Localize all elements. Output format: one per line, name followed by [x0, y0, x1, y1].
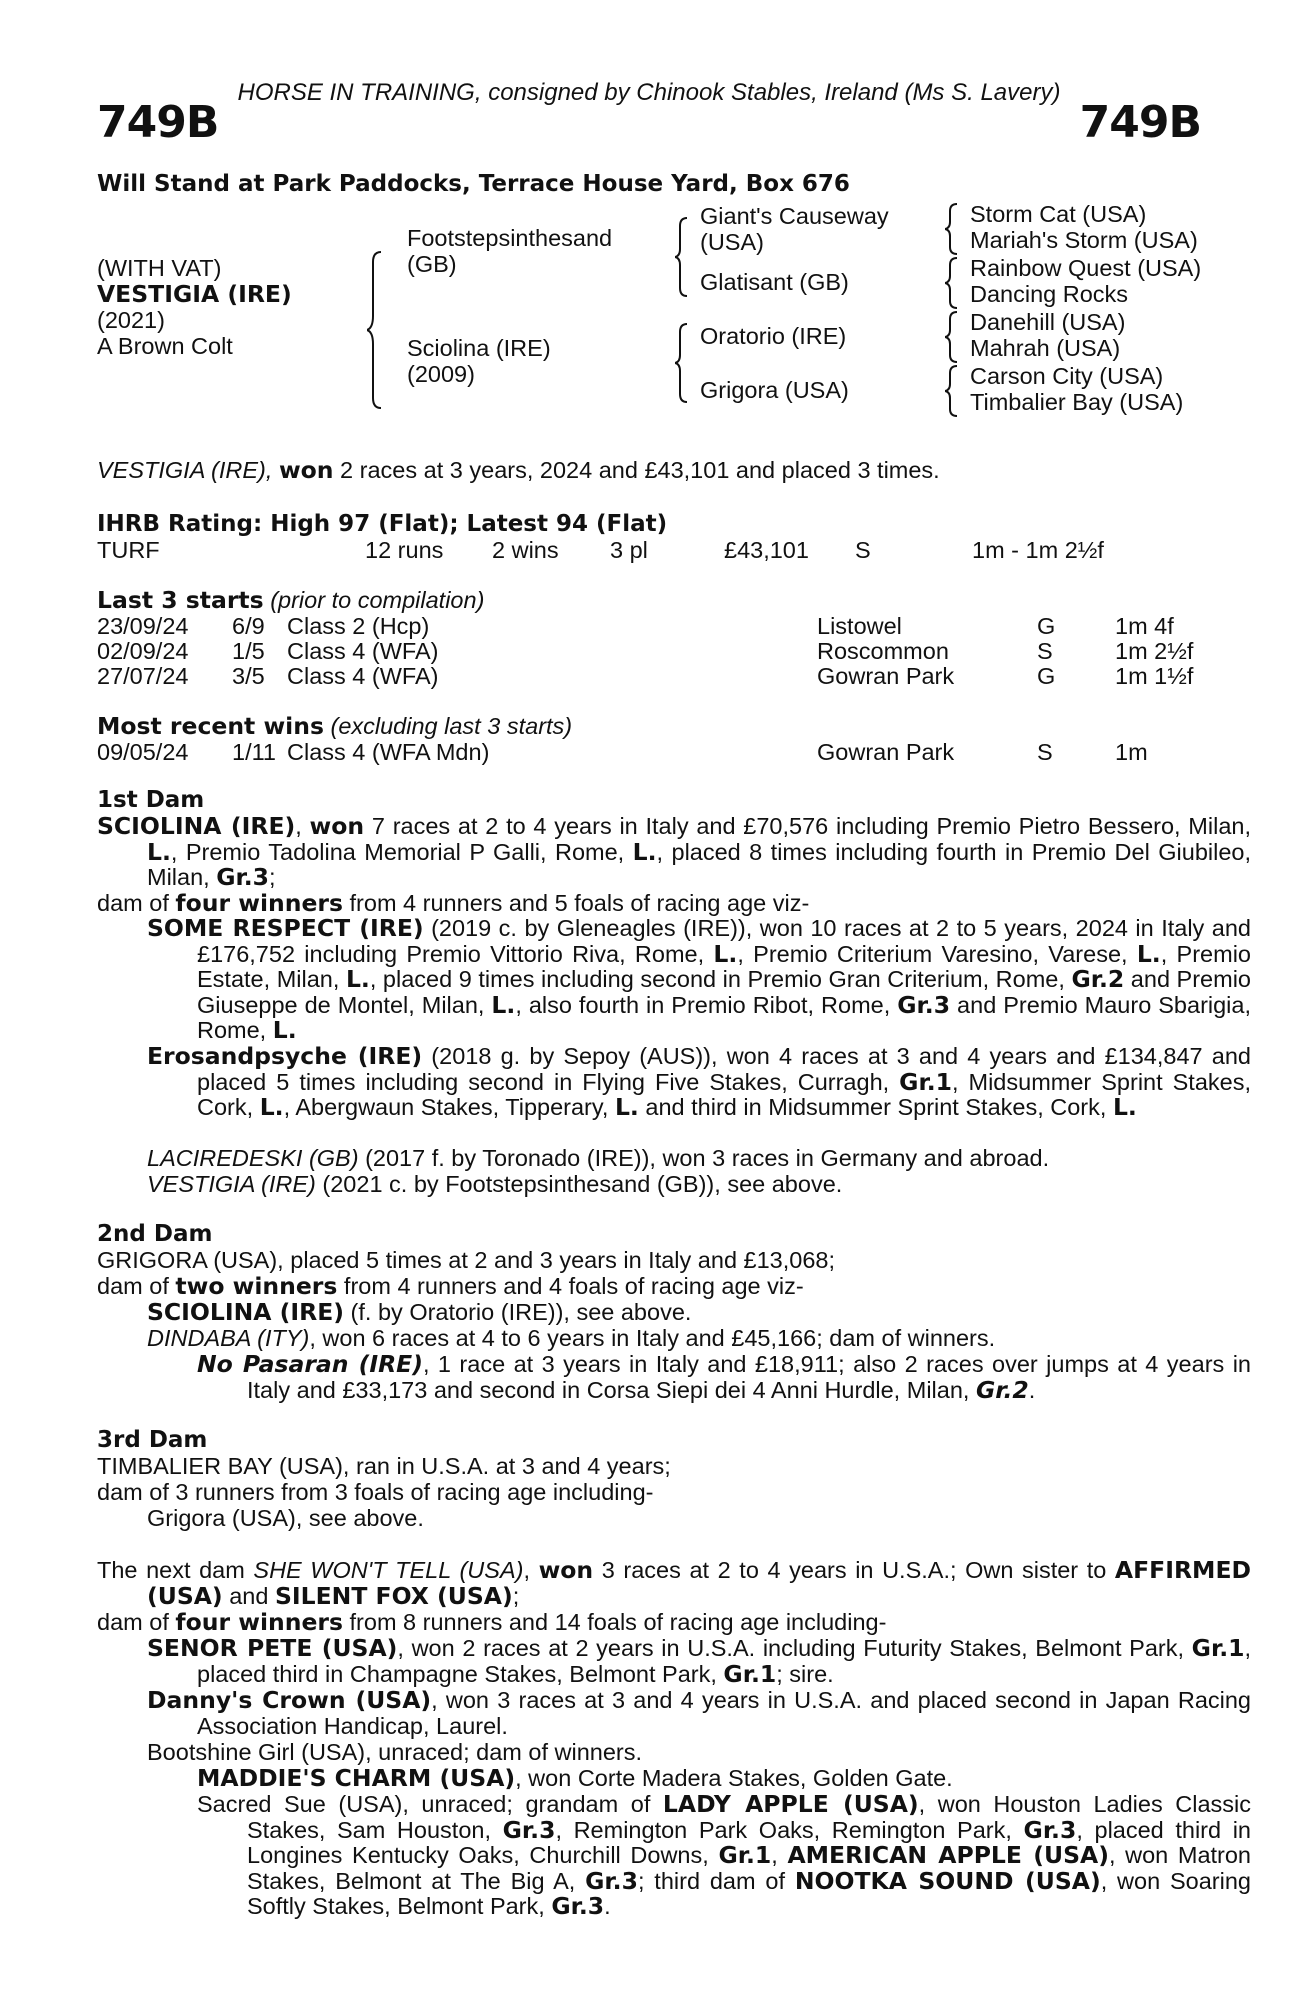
rating-surface: TURF: [97, 537, 160, 563]
last3-row-course: Gowran Park: [817, 663, 955, 689]
ped-ssd: Mariah's Storm (USA): [970, 227, 1198, 253]
ped-sdd: Dancing Rocks: [970, 281, 1129, 307]
last3-row-going: S: [1037, 638, 1053, 664]
last3-row-class: Class 4 (WFA): [287, 663, 439, 689]
third-dam-heading: 3rd Dam: [97, 1427, 208, 1453]
sire-line2: (GB): [407, 251, 457, 277]
sire-brace: [675, 216, 693, 298]
next-dam-offspring-3: Bootshine Girl (USA), unraced; dam of winners.: [147, 1739, 643, 1765]
horse-description: A Brown Colt: [97, 333, 233, 359]
last3-row-date: 02/09/24: [97, 638, 189, 664]
rating-wins: 2 wins: [492, 537, 559, 563]
second-dam-produce-line: dam of two winners from 4 runners and 4 foals of racing age viz-: [97, 1272, 804, 1300]
next-dam-offspring-1: SENOR PETE (USA), won 2 races at 2 years in U.S.A. including Futurity Stakes, Belmont Park, Gr.1, placed third in Champagne Stakes, Belmont Park, Gr.1; sire.: [147, 1634, 1252, 1688]
first-dam-offspring-2: Erosandpsyche (IRE) (2018 g. by Sepoy (AUS)), won 4 races at 3 and 4 years and £134,847 and placed 5 times including second in Flying Five Stakes, Curragh, Gr.1, Midsummer Sprint Stakes, Cork, L., Abergwaun Stakes, Tipperary, L. and third in Midsummer Sprint Stakes, Cork, L.: [147, 1042, 1252, 1121]
next-dam-record: The next dam SHE WON'T TELL (USA), won 3 races at 2 to 4 years in U.S.A.; Own sister to AFFIRMED (USA) and SILENT FOX (USA);: [97, 1556, 1251, 1610]
last3-row-going: G: [1037, 613, 1056, 639]
second-dam-record: GRIGORA (USA), placed 5 times at 2 and 3 years in Italy and £13,068;: [97, 1247, 836, 1273]
brace-ss: [945, 202, 961, 256]
last3-row-course: Roscommon: [817, 638, 949, 664]
sire-dam: Glatisant (GB): [700, 269, 849, 295]
race-summary: VESTIGIA (IRE), won 2 races at 3 years, 2024 and £43,101 and placed 3 times.: [97, 456, 940, 484]
last3-row-dist: 1m 4f: [1115, 613, 1174, 639]
first-dam-offspring-1: SOME RESPECT (IRE) (2019 c. by Gleneagles (IRE)), won 10 races at 2 to 5 years, 2024 in Italy and £176,752 including Premio Vittorio Riva, Rome, L., Premio Criterium Varesino, Varese, L., Premio Estate, Milan, L., placed 9 times including second in Premio Gran Criterium, Rome, Gr.2 and Premio Giuseppe de Montel, Milan, L., also fourth in Premio Ribot, Rome, Gr.3 and Premio Mauro Sbarigia, Rome, L.: [147, 914, 1252, 1044]
lot-number-right: 749B: [1079, 97, 1201, 148]
last3-row-pos: 1/5: [232, 638, 265, 664]
third-dam-offspring-1: Grigora (USA), see above.: [147, 1505, 424, 1531]
lot-number-left: 749B: [97, 97, 219, 148]
consignor-header: HORSE IN TRAINING, consigned by Chinook Stables, Ireland (Ms S. Lavery): [237, 79, 1061, 106]
last3-row-class: Class 4 (WFA): [287, 638, 439, 664]
first-dam-produce-line: dam of four winners from 4 runners and 5 foals of racing age viz-: [97, 889, 810, 917]
recent-wins-heading: Most recent wins (excluding last 3 starts): [97, 712, 573, 740]
last3-row-dist: 1m 2½f: [1115, 638, 1194, 664]
ped-dds: Carson City (USA): [970, 363, 1164, 389]
second-dam-offspring-2: DINDABA (ITY), won 6 races at 4 to 6 years in Italy and £45,166; dam of winners.: [147, 1325, 996, 1351]
last3-heading: Last 3 starts (prior to compilation): [97, 586, 485, 614]
last3-row-course: Listowel: [817, 613, 902, 639]
rating-earnings: £43,101: [724, 537, 809, 563]
sire-sire: Giant's Causeway: [700, 203, 889, 229]
third-dam-produce-line: dam of 3 runners from 3 foals of racing age including-: [97, 1479, 654, 1505]
recent-win-row-class: Class 4 (WFA Mdn): [287, 739, 490, 765]
rating-distance: 1m - 1m 2½f: [972, 537, 1104, 563]
horse-name: VESTIGIA (IRE): [97, 280, 292, 308]
recent-win-row-dist: 1m: [1115, 739, 1148, 765]
dam-line2: (2009): [407, 361, 475, 387]
rating-heading: IHRB Rating: High 97 (Flat); Latest 94 (Flat): [97, 511, 668, 537]
last3-row-pos: 6/9: [232, 613, 265, 639]
recent-win-row-pos: 1/11: [232, 739, 276, 765]
last3-row-date: 23/09/24: [97, 613, 189, 639]
second-dam-heading: 2nd Dam: [97, 1221, 213, 1247]
next-dam-produce-line: dam of four winners from 8 runners and 14 foals of racing age including-: [97, 1608, 887, 1636]
stable-location: Will Stand at Park Paddocks, Terrace House Yard, Box 676: [97, 171, 850, 197]
dam: Sciolina (IRE): [407, 335, 551, 361]
rating-runs: 12 runs: [365, 537, 444, 563]
ped-dsd: Mahrah (USA): [970, 335, 1121, 361]
last3-row-dist: 1m 1½f: [1115, 663, 1194, 689]
pedigree-brace-main: [367, 250, 387, 410]
next-dam-grand-offspring-2: Sacred Sue (USA), unraced; grandam of LADY APPLE (USA), won Houston Ladies Classic Stakes, Sam Houston, Gr.3, Remington Park Oaks, Remington Park, Gr.3, placed third in Longines Kentucky Oaks, Churchill Downs, Gr.1, AMERICAN APPLE (USA), won Matron Stakes, Belmont at The Big A, Gr.3; third dam of NOOTKA SOUND (USA), won Soaring Softly Stakes, Belmont Park, Gr.3.: [197, 1790, 1252, 1920]
first-dam-offspring-4: VESTIGIA (IRE) (2021 c. by Footstepsinthesand (GB)), see above.: [147, 1171, 843, 1197]
dam-brace: [675, 322, 693, 404]
third-dam-record: TIMBALIER BAY (USA), ran in U.S.A. at 3 and 4 years;: [97, 1453, 671, 1479]
brace-ds: [945, 310, 961, 364]
brace-dd: [945, 364, 961, 418]
last3-row-date: 27/07/24: [97, 663, 189, 689]
dam-dam: Grigora (USA): [700, 377, 849, 403]
ped-dss: Danehill (USA): [970, 309, 1126, 335]
ped-sss: Storm Cat (USA): [970, 201, 1147, 227]
last3-row-class: Class 2 (Hcp): [287, 613, 430, 639]
sire-sire-line2: (USA): [700, 229, 764, 255]
horse-year: (2021): [97, 307, 165, 333]
first-dam-offspring-3: LACIREDESKI (GB) (2017 f. by Toronado (IRE)), won 3 races in Germany and abroad.: [147, 1145, 1050, 1171]
last3-row-pos: 3/5: [232, 663, 265, 689]
ped-ddd: Timbalier Bay (USA): [970, 389, 1184, 415]
last3-row-going: G: [1037, 663, 1056, 689]
first-dam-heading: 1st Dam: [97, 787, 205, 813]
second-dam-grand-offspring-1: No Pasaran (IRE), 1 race at 3 years in Italy and £18,911; also 2 races over jumps at 4 years in Italy and £33,173 and second in Corsa Siepi dei 4 Anni Hurdle, Milan, Gr.2.: [197, 1350, 1251, 1404]
vat-note: (WITH VAT): [97, 255, 222, 281]
sire: Footstepsinthesand: [407, 225, 613, 251]
second-dam-offspring-1: SCIOLINA (IRE) (f. by Oratorio (IRE)), see above.: [147, 1298, 692, 1326]
recent-win-row-going: S: [1037, 739, 1053, 765]
dam-sire: Oratorio (IRE): [700, 323, 847, 349]
ped-sds: Rainbow Quest (USA): [970, 255, 1202, 281]
brace-sd: [945, 256, 961, 310]
rating-going: S: [855, 537, 871, 563]
recent-win-row-date: 09/05/24: [97, 739, 189, 765]
next-dam-offspring-2: Danny's Crown (USA), won 3 races at 3 and 4 years in U.S.A. and placed second in Japan Racing Association Handicap, Laurel.: [147, 1686, 1251, 1739]
rating-placed: 3 pl: [610, 537, 648, 563]
recent-win-row-course: Gowran Park: [817, 739, 955, 765]
first-dam-record: SCIOLINA (IRE), won 7 races at 2 to 4 years in Italy and £70,576 including Premio Pietro Bessero, Milan, L., Premio Tadolina Memorial P Galli, Rome, L., placed 8 times including fourth in Premio Del Giubileo, Milan, Gr.3;: [97, 812, 1251, 891]
next-dam-grand-offspring-1: MADDIE'S CHARM (USA), won Corte Madera Stakes, Golden Gate.: [197, 1764, 953, 1792]
